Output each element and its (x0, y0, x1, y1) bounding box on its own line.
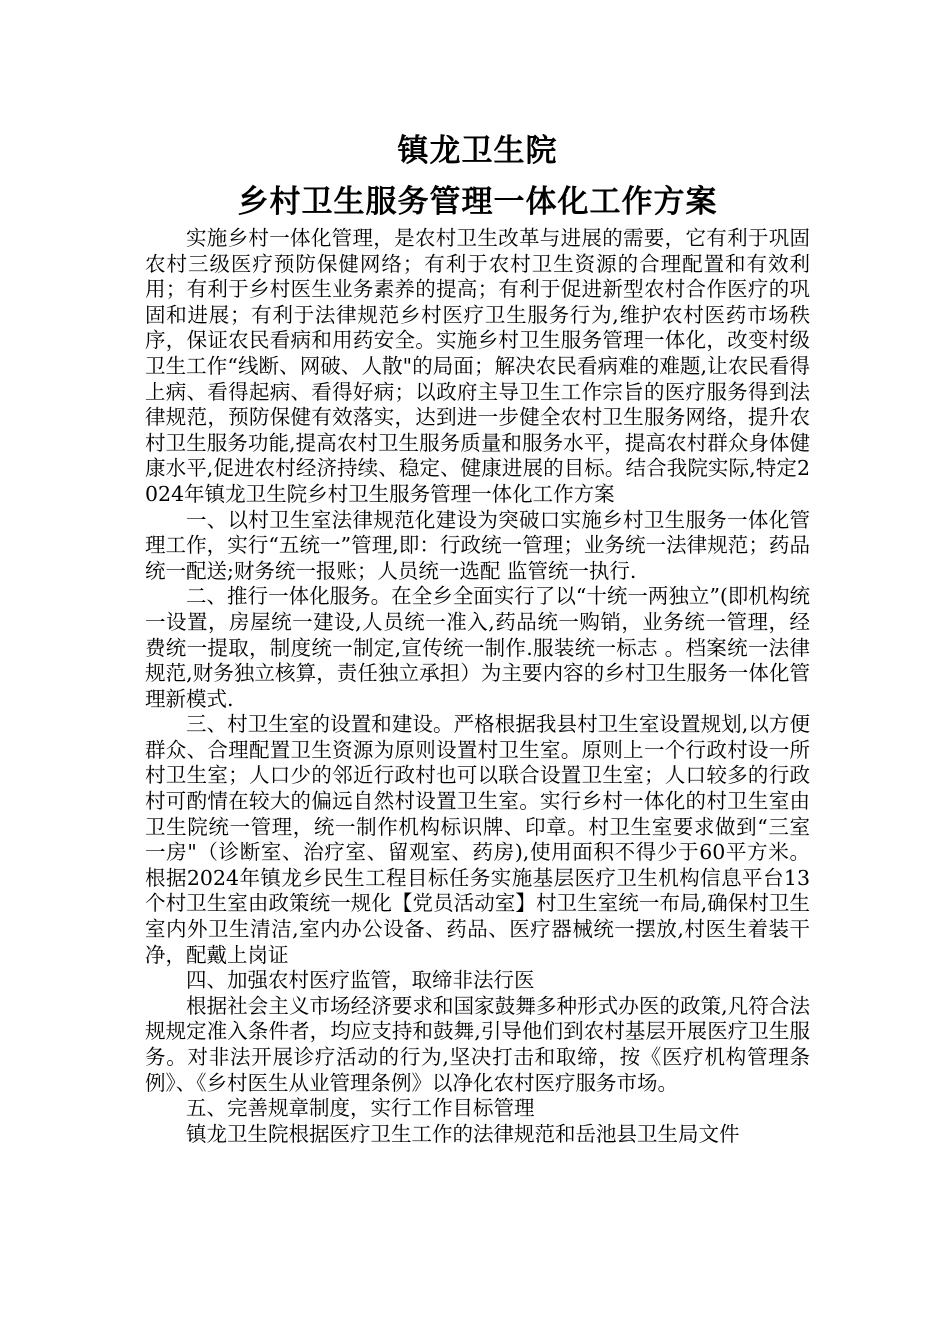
document-body (145, 226, 810, 1147)
paragraph-section-1: 一、以村卫生室法律规范化建设为突破口实施乡村卫生服务一体化管理工作，实行“五统一”管理,即：行政统一管理；业务统一法律规范；药品统一配送;财务统一报账；人员统一选配 监管统一执行. (145, 507, 810, 583)
paragraph-section-5-heading: 五、完善规章制度，实行工作目标管理 (186, 1096, 535, 1121)
paragraph-section-4-body: 根据社会主义市场经济要求和国家鼓舞多种形式办医的政策,凡符合法规规定准入条件者，均应支持和鼓舞,引导他们到农村基层开展医疗卫生服务。对非法开展诊疗活动的行为,坚决打击和取缔，按《医疗机构管理条例》、《乡村医生从业管理条例》以净化农村医疗服务市场。 (145, 993, 810, 1095)
paragraph-section-4-heading: 四、加强农村医疗监管，取缔非法行医 (186, 968, 535, 993)
paragraph-section-2: 二、推行一体化服务。在全乡全面实行了以“十统一两独立”(即机构统一设置，房屋统一建设,人员统一准入,药品统一购销，业务统一管理，经费统一提取，制度统一制定,宣传统一制作.服装统一标志 。档案统一法律规范,财务独立核算，责任独立承担）为主要内容的乡村卫生服务一体化管理新模式. (145, 584, 810, 711)
document-title: 镇龙卫生院 (397, 133, 558, 169)
paragraph-intro: 实施乡村一体化管理，是农村卫生改革与进展的需要，它有利于巩固农村三级医疗预防保健网络；有利于农村卫生资源的合理配置和有效利用；有利于乡村医生业务素养的提高；有利于促进新型农村合作医疗的巩固和进展；有利于法律规范乡村医疗卫生服务行为,维护农村医药市场秩序，保证农民看病和用药安全。实施乡村卫生服务管理一体化，改变村级卫生工作“线断、网破、人散"的局面；解决农民看病难的难题,让农民看得上病、看得起病、看得好病；以政府主导卫生工作宗旨的医疗服务得到法律规范，预防保健有效落实，达到进一步健全农村卫生服务网络，提升农村卫生服务功能,提高农村卫生服务质量和服务水平，提高农村群众身体健康水平,促进农村经济持续、稳定、健康进展的目标。结合我院实际,特定2024年镇龙卫生院乡村卫生服务管理一体化工作方案 (145, 226, 810, 506)
document-page (145, 126, 810, 1147)
paragraph-section-3: 三、村卫生室的设置和建设。严格根据我县村卫生室设置规划,以方便群众、合理配置卫生资源为原则设置村卫生室。原则上一个行政村设一所村卫生室；人口少的邻近行政村也可以联合设置卫生室；人口较多的行政村可酌情在较大的偏远自然村设置卫生室。实行乡村一体化的村卫生室由卫生院统一管理，统一制作机构标识牌、印章。村卫生室要求做到“三室一房"（诊断室、治疗室、留观室、药房),使用面积不得少于60平方米。根据2024年镇龙乡民生工程目标任务实施基层医疗卫生机构信息平台13个村卫生室由政策统一规化【党员活动室】村卫生室统一布局,确保村卫生室内外卫生清洁,室内办公设备、药品、医疗器械统一摆放,村医生着装干净，配戴上岗证 (145, 712, 810, 967)
document-subtitle: 乡村卫生服务管理一体化工作方案 (237, 184, 718, 220)
paragraph-section-5-body: 镇龙卫生院根据医疗卫生工作的法律规范和岳池县卫生局文件 (186, 1121, 740, 1146)
